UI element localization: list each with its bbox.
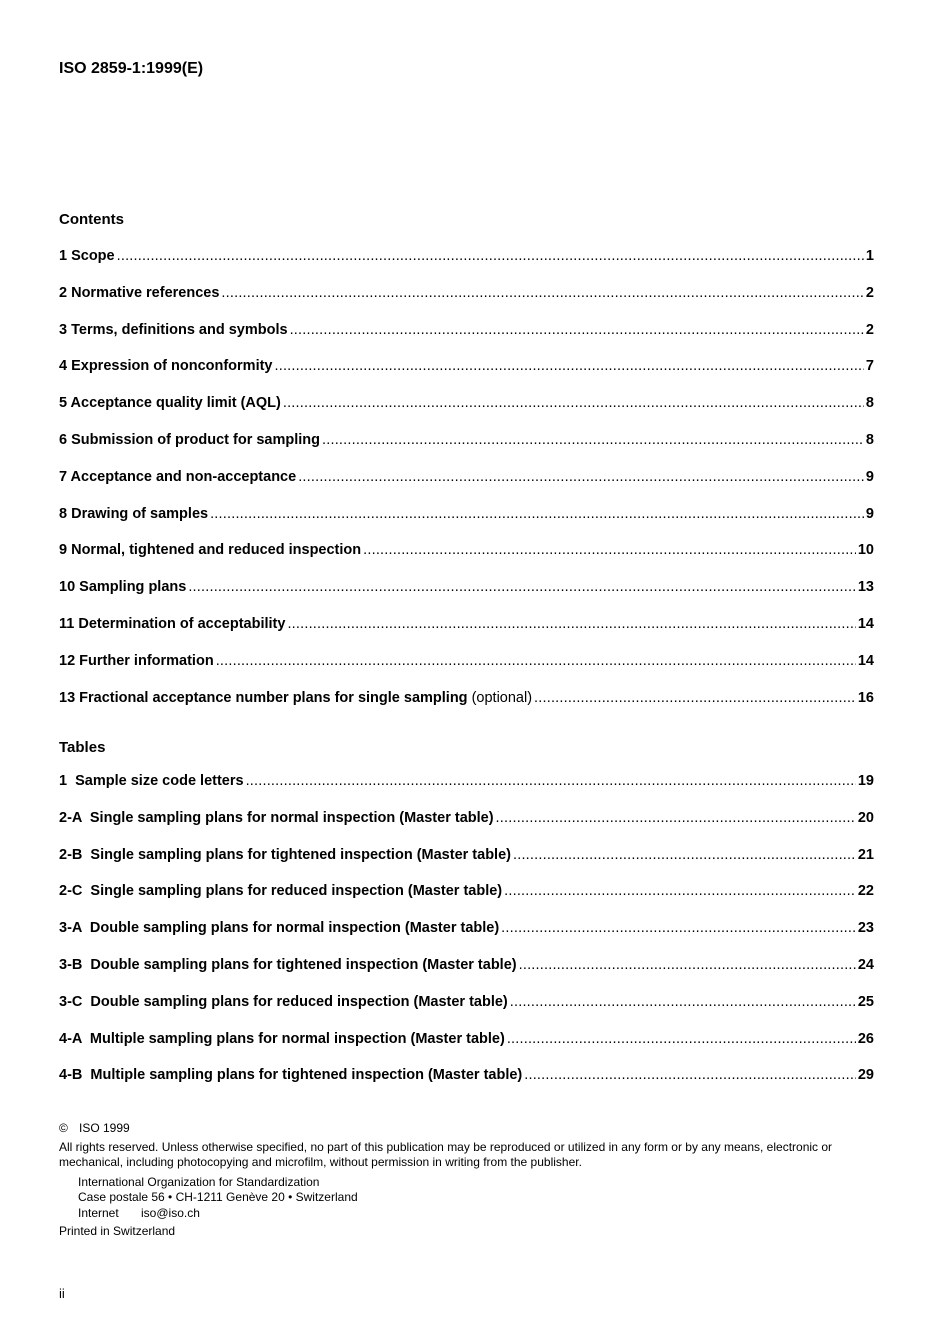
toc-entry-page: 2	[865, 284, 874, 301]
toc-entry-title-text: 13 Fractional acceptance number plans for single sampling	[59, 689, 468, 706]
toc-entry[interactable]	[59, 358, 874, 395]
table-entry-page: 19	[857, 773, 874, 789]
internet-line	[78, 1206, 874, 1222]
toc-entry-title: 1 Scope	[59, 248, 115, 264]
table-entry-title: 2-A Single sampling plans for normal inspection (Master table)	[59, 809, 494, 826]
copyright-notice: ISO 1999	[79, 1121, 130, 1135]
toc-entry[interactable]	[59, 469, 874, 506]
dot-leader	[283, 395, 864, 411]
toc-entry-title: 7 Acceptance and non-acceptance	[59, 468, 297, 485]
toc-entry-title: 10 Sampling plans	[59, 579, 187, 596]
rights-statement: All rights reserved. Unless otherwise specified, no part of this publication may be reproduced or utilized in any form or by any means, electronic or mechanical, including photocopying and microfilm, without permission in writing from the publisher.	[59, 1139, 833, 1169]
table-entry[interactable]	[59, 847, 874, 884]
toc-entry-page: 16	[857, 689, 874, 706]
dot-leader	[322, 432, 864, 448]
toc-entry-title	[59, 690, 532, 706]
table-entry-page: 26	[857, 1030, 874, 1047]
dot-leader	[534, 690, 856, 706]
dot-leader	[188, 579, 856, 595]
toc-entry-page: 14	[857, 652, 874, 669]
dot-leader	[216, 653, 856, 669]
dot-leader	[524, 1067, 856, 1083]
table-entry[interactable]	[59, 810, 874, 847]
toc-entry[interactable]	[59, 653, 874, 690]
dot-leader	[221, 285, 864, 301]
table-entry-page: 23	[857, 920, 874, 937]
toc-entry[interactable]	[59, 579, 874, 616]
table-entry-page: 20	[857, 809, 874, 826]
toc-entry-note: (optional)	[471, 689, 533, 706]
email-address[interactable]: iso@iso.ch	[141, 1205, 200, 1220]
table-entry-title: 3-A Double sampling plans for normal inspection (Master table)	[59, 920, 500, 937]
dot-leader	[510, 994, 856, 1010]
toc-entry-page: 13	[857, 579, 874, 596]
table-entry-page: 22	[857, 883, 874, 900]
page-number: ii	[59, 1286, 65, 1301]
toc-entry[interactable]	[59, 432, 874, 469]
table-entry[interactable]	[59, 773, 874, 810]
toc-entry-page: 9	[865, 505, 874, 522]
internet-label: Internet	[78, 1205, 119, 1220]
dot-leader	[496, 810, 856, 826]
toc-entry-title: 12 Further information	[59, 652, 214, 669]
copyright-block	[59, 1121, 874, 1240]
toc-entry-page: 10	[857, 542, 874, 559]
table-entry-title: 2-C Single sampling plans for reduced inspection (Master table)	[59, 883, 503, 900]
document-id-header: ISO 2859-1:1999(E)	[59, 60, 204, 77]
table-entry-title: 1 Sample size code letters	[59, 773, 244, 789]
toc-entry[interactable]	[59, 542, 874, 579]
dot-leader	[290, 322, 864, 338]
dot-leader	[519, 957, 856, 973]
toc-entry-page: 9	[865, 468, 874, 485]
dot-leader	[246, 773, 856, 789]
publisher-address	[59, 1175, 874, 1222]
toc-entry-title: 8 Drawing of samples	[59, 505, 209, 522]
toc-entry[interactable]	[59, 506, 874, 543]
toc-entry[interactable]	[59, 690, 874, 727]
table-entry-title: 4-A Multiple sampling plans for normal inspection (Master table)	[59, 1030, 505, 1047]
dot-leader	[501, 920, 856, 936]
contents-heading: Contents	[59, 211, 124, 228]
toc-entry-title: 9 Normal, tightened and reduced inspection	[59, 542, 362, 559]
dot-leader	[210, 506, 864, 522]
dot-leader	[363, 542, 856, 558]
organization-name: International Organization for Standardization	[78, 1174, 320, 1189]
table-entry[interactable]	[59, 920, 874, 957]
table-entry-title: 2-B Single sampling plans for tightened inspection (Master table)	[59, 846, 511, 863]
toc-entry[interactable]	[59, 616, 874, 653]
copyright-symbol: ©	[59, 1121, 68, 1135]
table-entry[interactable]	[59, 1067, 874, 1104]
table-entry[interactable]	[59, 1031, 874, 1068]
toc-entry-title: 11 Determination of acceptability	[59, 615, 286, 632]
printed-in: Printed in Switzerland	[59, 1224, 176, 1238]
table-entry[interactable]	[59, 883, 874, 920]
copyright-line	[59, 1121, 874, 1137]
dot-leader	[504, 883, 856, 899]
dot-leader	[275, 358, 864, 374]
toc-entry[interactable]	[59, 395, 874, 432]
table-entry-page: 29	[857, 1067, 874, 1084]
table-entry-title: 4-B Multiple sampling plans for tightened inspection (Master table)	[59, 1067, 523, 1084]
dot-leader	[117, 248, 864, 264]
toc-entry-page: 2	[865, 321, 874, 338]
dot-leader	[513, 847, 856, 863]
toc-entry-page: 1	[865, 248, 874, 264]
toc-entry-title: 6 Submission of product for sampling	[59, 431, 321, 448]
contents-list	[59, 248, 874, 726]
table-entry[interactable]	[59, 994, 874, 1031]
toc-entry[interactable]	[59, 248, 874, 285]
toc-entry-title: 2 Normative references	[59, 284, 220, 301]
toc-entry-page: 8	[865, 395, 874, 412]
dot-leader	[298, 469, 864, 485]
table-entry-title: 3-C Double sampling plans for reduced inspection (Master table)	[59, 993, 508, 1010]
table-entry-page: 24	[857, 956, 874, 973]
toc-entry-page: 14	[857, 615, 874, 632]
table-entry-page: 25	[857, 993, 874, 1010]
dot-leader	[507, 1031, 856, 1047]
table-entry-page: 21	[857, 846, 874, 863]
toc-entry[interactable]	[59, 285, 874, 322]
toc-entry-title: 4 Expression of nonconformity	[59, 358, 273, 375]
toc-entry-page: 8	[865, 431, 874, 448]
tables-list	[59, 773, 874, 1104]
table-entry-title: 3-B Double sampling plans for tightened inspection (Master table)	[59, 956, 517, 973]
postal-address: Case postale 56 • CH-1211 Genève 20 • Switzerland	[78, 1190, 358, 1204]
toc-entry-page: 7	[865, 358, 874, 375]
toc-entry[interactable]	[59, 322, 874, 359]
toc-entry-title: 5 Acceptance quality limit (AQL)	[59, 395, 281, 412]
table-entry[interactable]	[59, 957, 874, 994]
dot-leader	[287, 616, 855, 632]
tables-heading: Tables	[59, 739, 106, 756]
toc-entry-title: 3 Terms, definitions and symbols	[59, 321, 288, 338]
